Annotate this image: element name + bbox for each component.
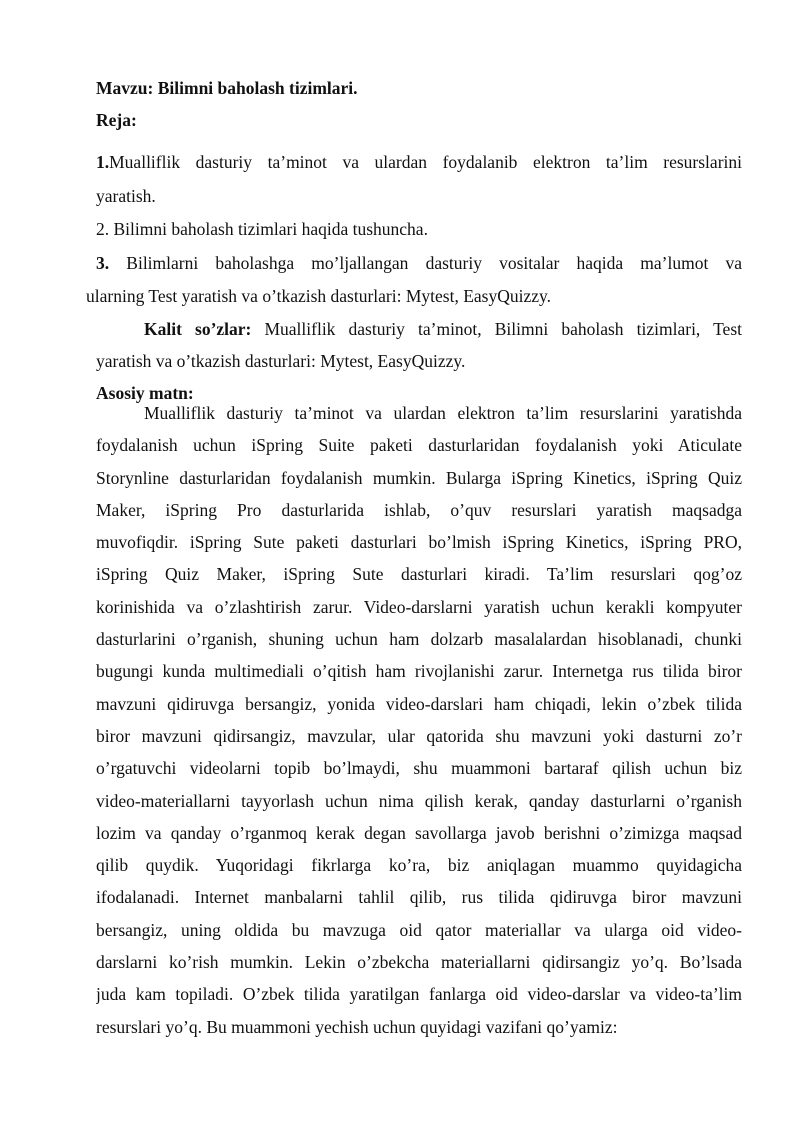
plan-item-1-line-2: yaratish.: [96, 186, 156, 206]
paragraph-line: video-materiallarni tayyorlash uchun nima qilish kerak, qanday dasturlarni o’rganish: [96, 790, 742, 811]
plan-item-1-number: 1.: [96, 152, 110, 172]
keywords-label: Kalit so’zlar:: [144, 319, 252, 339]
paragraph-line: iSpring Quiz Maker, iSpring Sute dasturlari kiradi. Ta’lim resurslari qog’oz: [96, 564, 742, 585]
keywords-line-1: [144, 318, 742, 340]
paragraph-line: Maker, iSpring Pro dasturlarida ishlab, o’quv resurslari yaratish maqsadga: [96, 499, 742, 520]
plan-heading: Reja:: [96, 110, 137, 130]
paragraph-line: ifodalanadi. Internet manbalarni tahlil qilib, rus tilida qidiruvga biror mavzuni: [96, 887, 742, 908]
paragraph-line: o’rgatuvchi videolarni topib bo’lmaydi, shu muammoni bartaraf qilish uchun biz: [96, 758, 742, 779]
paragraph-line: dasturlarini o’rganish, shuning uchun ham dolzarb masalalardan hisoblanadi, chunki: [96, 629, 742, 650]
plan-item-3-line-2: ularning Test yaratish va o’tkazish dasturlari: Mytest, EasyQuizzy.: [86, 286, 552, 306]
paragraph-line: biror mavzuni qidirsangiz, mavzular, ular qatorida shu mavzuni yoki dasturni zo’r: [96, 725, 742, 746]
paragraph-line: korinishida va o’zlashtirish zarur. Video-darslarni yaratish uchun kerakli kompyuter: [96, 596, 742, 617]
plan-item-3-number: 3.: [96, 253, 110, 273]
paragraph-line: Storynline dasturlaridan foydalanish mumkin. Bularga iSpring Kinetics, iSpring Quiz: [96, 467, 742, 488]
paragraph-line: mavzuni qidiruvga bersangiz, yonida video-darslari ham chiqadi, lekin o’zbek tilida: [96, 693, 742, 714]
plan-item-3-line-1: [96, 252, 742, 274]
main-paragraph: [96, 397, 742, 1043]
topic-line: [96, 77, 358, 99]
paragraph-line: qilib quydik. Yuqoridagi fikrlarga ko’ra, biz aniqlagan muammo quyidagicha: [96, 855, 742, 876]
paragraph-line: Mualliflik dasturiy ta’minot va ulardan elektron ta’lim resurslarini yaratishda: [144, 403, 742, 423]
plan-item-3-text: Bilimlarni baholashga mo’ljallangan dasturiy vositalar haqida ma’lumot va: [126, 253, 743, 273]
topic-title: Bilimni baholash tizimlari.: [157, 78, 358, 98]
main-heading: Asosiy matn:: [96, 383, 194, 403]
paragraph-line: muvofiqdir. iSpring Sute paketi dasturlari bo’lmish iSpring Kinetics, iSpring PRO,: [96, 532, 742, 553]
plan-item-2: 2. Bilimni baholash tizimlari haqida tushuncha.: [96, 219, 428, 239]
paragraph-line: bersangiz, uning oldida bu mavzuga oid qator materiallar va ularga oid video-: [96, 919, 742, 940]
paragraph-line: bugungi kunda multimediali o’qitish ham rivojlanishi zarur. Internetga rus tilida biror: [96, 661, 742, 682]
plan-item-1-text: Mualliflik dasturiy ta’minot va ulardan foydalanib elektron ta’lim resurslarini: [109, 152, 742, 172]
paragraph-line: darslarni ko’rish mumkin. Lekin o’zbekcha materiallarni qidirsangiz yo’q. Bo’lsada: [96, 952, 742, 973]
topic-label: Mavzu:: [96, 78, 154, 98]
plan-item-1-line-1: [96, 151, 742, 173]
keywords-text: Mualliflik dasturiy ta’minot, Bilimni baholash tizimlari, Test: [264, 319, 742, 339]
paragraph-line: lozim va qanday o’rganmoq kerak degan savollarga javob berishni o’zimizga maqsad: [96, 822, 742, 843]
keywords-line-2: yaratish va o’tkazish dasturlari: Mytest, EasyQuizzy.: [96, 351, 466, 371]
paragraph-line: resurslari yo’q. Bu muammoni yechish uchun quyidagi vazifani qo’yamiz:: [96, 1016, 618, 1037]
paragraph-line: foydalanish uchun iSpring Suite paketi dasturlaridan foydalanish yoki Aticulate: [96, 435, 742, 456]
paragraph-line: juda kam topiladi. O’zbek tilida yaratilgan fanlarga oid video-darslar va video-ta’lim: [96, 984, 742, 1005]
